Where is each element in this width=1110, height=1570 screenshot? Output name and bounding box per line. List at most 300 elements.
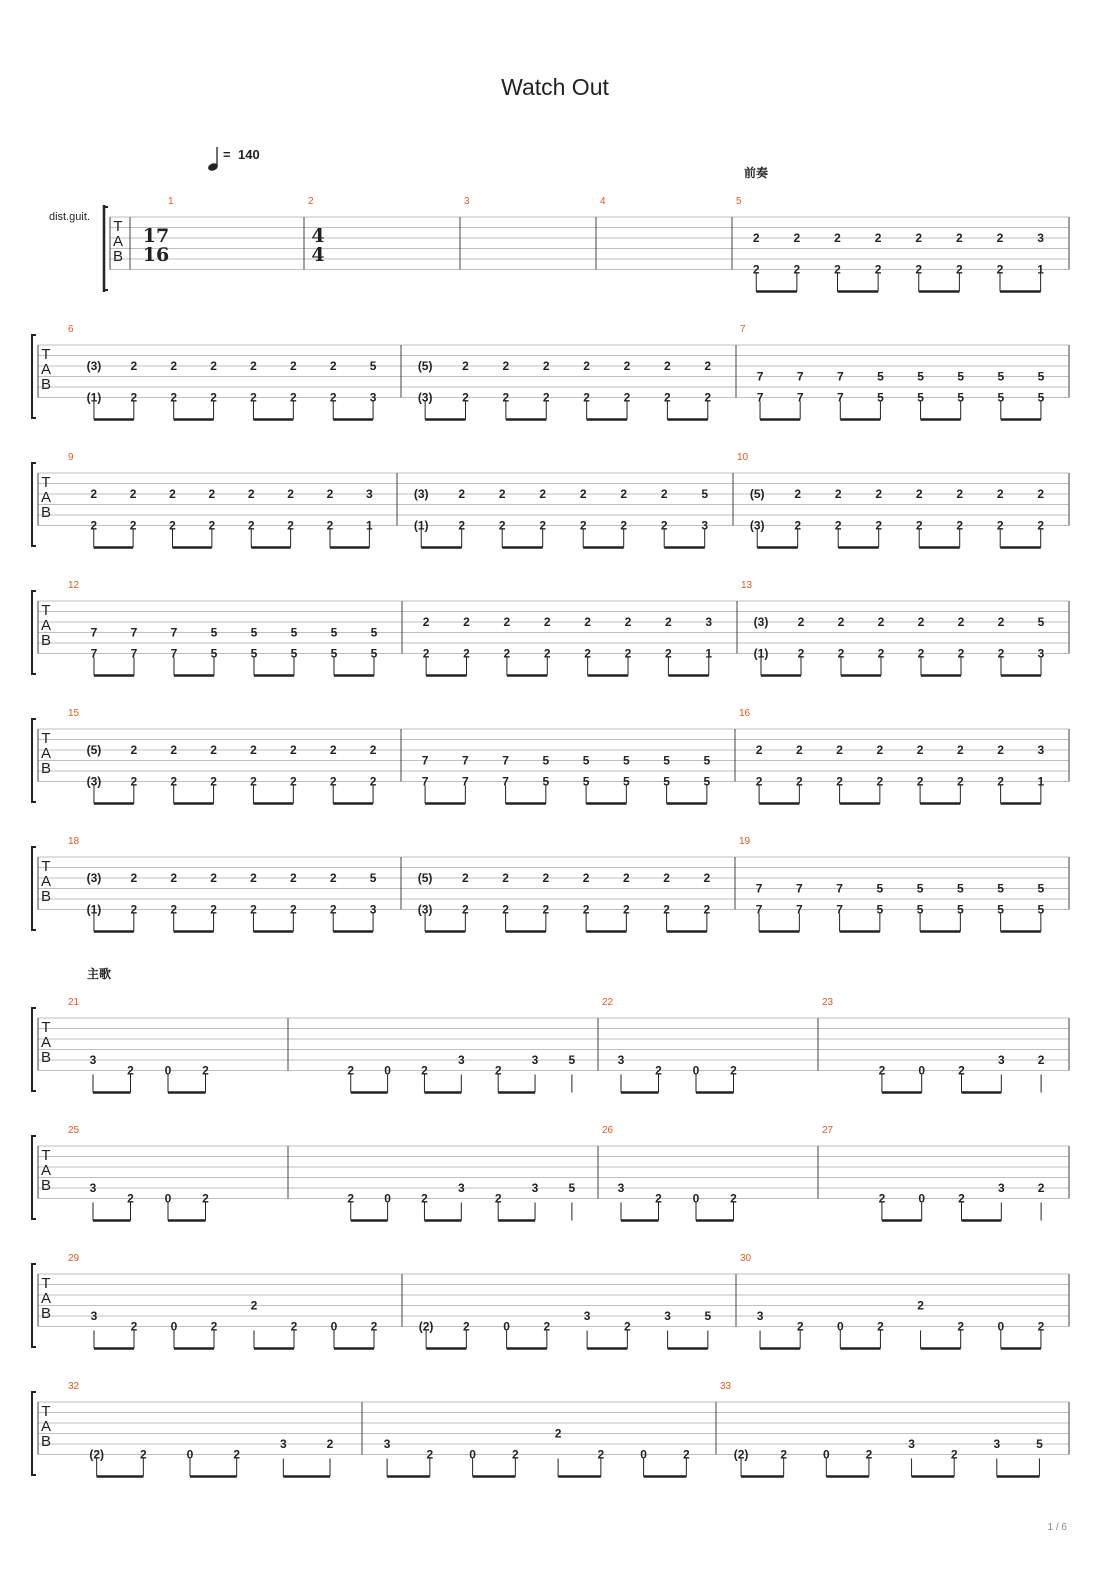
fret-number: 5 <box>1037 390 1045 405</box>
fret-number: 2 <box>915 487 923 501</box>
fret-number: 2 <box>1037 518 1045 533</box>
measure-number: 19 <box>739 836 751 847</box>
fret-number: 2 <box>250 774 257 789</box>
fret-number: (3) <box>417 902 433 917</box>
fret-number: 5 <box>1036 1437 1043 1451</box>
fret-number: 2 <box>582 871 590 885</box>
system-bracket <box>32 1392 36 1475</box>
fret-number: 2 <box>797 646 805 661</box>
fret-number: (2) <box>418 1319 434 1334</box>
fret-number: 7 <box>170 646 178 661</box>
fret-number: 2 <box>874 231 882 245</box>
fret-number: 5 <box>210 625 218 640</box>
fret-number: 2 <box>683 1447 690 1462</box>
fret-number: 2 <box>289 871 297 885</box>
fret-number: 5 <box>582 774 590 789</box>
system-bracket <box>32 335 36 418</box>
fret-number: 3 <box>531 1053 539 1067</box>
fret-number: 2 <box>794 487 802 501</box>
fret-number: 5 <box>330 646 338 661</box>
system-bracket <box>32 847 36 930</box>
fret-number: 2 <box>956 231 963 245</box>
fret-number: 3 <box>1037 646 1045 661</box>
fret-number: 2 <box>834 262 841 277</box>
fret-number: 2 <box>655 1063 662 1078</box>
fret-number: 2 <box>247 518 255 533</box>
fret-number: 2 <box>250 1298 258 1313</box>
fret-number: 7 <box>90 646 98 661</box>
fret-number: 5 <box>250 625 258 640</box>
fret-number: 0 <box>384 1063 391 1078</box>
fret-number: 2 <box>502 902 509 917</box>
fret-number: 2 <box>130 902 138 917</box>
fret-number: 2 <box>208 518 216 533</box>
fret-number: 5 <box>663 774 670 789</box>
fret-number: 2 <box>130 359 138 373</box>
fret-number: 2 <box>876 774 884 789</box>
fret-number: 5 <box>1037 615 1045 629</box>
fret-number: 2 <box>169 487 176 501</box>
staff-system <box>32 580 1069 676</box>
fret-number: 2 <box>958 1063 965 1078</box>
fret-number: 3 <box>89 1053 97 1067</box>
fret-number: 2 <box>664 359 671 373</box>
fret-number: 7 <box>796 902 803 917</box>
fret-number: 3 <box>993 1437 1001 1451</box>
fret-number: (2) <box>733 1447 749 1462</box>
fret-number: 7 <box>130 646 138 661</box>
tab-clef-letter: T <box>41 1019 51 1036</box>
fret-number: 5 <box>997 369 1005 384</box>
measure-number: 30 <box>740 1253 752 1264</box>
fret-number: 2 <box>796 1319 804 1334</box>
measure-number: 18 <box>68 836 80 847</box>
fret-number: (5) <box>417 359 433 373</box>
fret-number: 5 <box>704 1309 712 1323</box>
fret-number: 2 <box>326 1437 334 1451</box>
fret-number: 2 <box>170 390 178 405</box>
fret-number: 0 <box>836 1319 844 1334</box>
fret-number: 0 <box>997 1319 1005 1334</box>
fret-number: 2 <box>233 1447 241 1462</box>
fret-number: 0 <box>692 1063 700 1078</box>
fret-number: 2 <box>502 871 509 885</box>
tab-clef-letter: A <box>40 361 52 378</box>
fret-number: 5 <box>997 881 1004 896</box>
fret-number: 7 <box>502 753 509 768</box>
fret-number: 0 <box>503 1319 510 1334</box>
tab-clef-letter: T <box>41 730 51 747</box>
fret-number: 0 <box>918 1191 926 1206</box>
fret-number: 2 <box>210 1319 218 1334</box>
fret-number: 2 <box>579 487 587 501</box>
fret-number: 2 <box>463 1319 470 1334</box>
fret-number: 2 <box>597 1447 605 1462</box>
fret-number: 2 <box>996 487 1004 501</box>
fret-number: 7 <box>796 369 804 384</box>
fret-number: (5) <box>417 871 433 885</box>
fret-number: 2 <box>730 1191 737 1206</box>
fret-number: 1 <box>1037 262 1044 277</box>
fret-number: 2 <box>543 1319 551 1334</box>
fret-number: 2 <box>463 615 470 629</box>
fret-number: 7 <box>462 753 469 768</box>
fret-number: 5 <box>877 390 884 405</box>
tab-clef-letter: B <box>112 248 124 265</box>
fret-number: 2 <box>130 871 138 885</box>
fret-number: 7 <box>836 369 844 384</box>
fret-number: 5 <box>957 390 965 405</box>
fret-number: 2 <box>502 390 510 405</box>
fret-number: 3 <box>369 902 377 917</box>
fret-number: 2 <box>502 359 510 373</box>
fret-number: 3 <box>1037 743 1045 757</box>
fret-number: 5 <box>623 753 630 768</box>
fret-number: 2 <box>793 231 801 245</box>
fret-number: 2 <box>202 1191 209 1206</box>
fret-number: 2 <box>837 615 845 629</box>
fret-number: 2 <box>665 615 672 629</box>
fret-number: 3 <box>997 1181 1005 1195</box>
fret-number: 2 <box>623 902 630 917</box>
fret-number: 1 <box>705 646 713 661</box>
fret-number: (1) <box>86 390 102 405</box>
fret-number: 2 <box>543 615 551 629</box>
measure-number: 21 <box>68 997 80 1008</box>
fret-number: 2 <box>462 871 469 885</box>
tab-clef-letter: A <box>112 233 124 250</box>
tab-clef-letter: T <box>41 346 51 363</box>
fret-number: 2 <box>660 518 668 533</box>
fret-number: 2 <box>289 743 297 757</box>
fret-number: 5 <box>290 646 298 661</box>
time-signature-top: 4 <box>311 225 325 247</box>
fret-number: 5 <box>957 881 964 896</box>
fret-number: 2 <box>329 743 337 757</box>
fret-number: 2 <box>1037 1053 1045 1067</box>
fret-number: 2 <box>247 487 255 501</box>
tab-clef-letter: A <box>40 1290 52 1307</box>
fret-number: 5 <box>1037 369 1045 384</box>
fret-number: 5 <box>369 359 377 373</box>
fret-number: 3 <box>531 1181 539 1195</box>
fret-number: 2 <box>780 1447 788 1462</box>
system-bracket <box>32 1264 36 1347</box>
fret-number: 2 <box>623 871 630 885</box>
fret-number: 2 <box>875 487 883 501</box>
fret-number: 2 <box>426 1447 434 1462</box>
fret-number: 2 <box>170 743 178 757</box>
fret-number: 2 <box>916 774 924 789</box>
fret-number: 3 <box>457 1181 465 1195</box>
fret-number: 2 <box>877 615 885 629</box>
tab-clef-letter: T <box>41 474 51 491</box>
fret-number: 2 <box>287 518 294 533</box>
system-bracket <box>32 591 36 674</box>
measure-number: 9 <box>68 452 74 463</box>
measure-number: 16 <box>739 708 751 719</box>
fret-number: 5 <box>582 753 590 768</box>
tab-clef-letter: A <box>40 873 52 890</box>
fret-number: 7 <box>421 753 429 768</box>
staff-system <box>32 708 1069 804</box>
fret-number: 3 <box>756 1309 764 1323</box>
tab-clef-letter: T <box>41 1147 51 1164</box>
fret-number: 7 <box>756 390 764 405</box>
fret-number: 1 <box>1037 774 1045 789</box>
fret-number: 2 <box>956 262 963 277</box>
tempo-value: 140 <box>238 147 260 162</box>
fret-number: 7 <box>755 881 763 896</box>
tab-clef-letter: B <box>40 1305 52 1322</box>
measure-number: 7 <box>740 324 746 335</box>
fret-number: 2 <box>503 615 511 629</box>
fret-number: 2 <box>958 1191 965 1206</box>
fret-number: 2 <box>554 1426 562 1441</box>
fret-number: 5 <box>877 369 884 384</box>
fret-number: 2 <box>579 518 587 533</box>
fret-number: 3 <box>583 1309 591 1323</box>
fret-number: (3) <box>417 390 433 405</box>
tab-clef-letter: B <box>40 1433 52 1450</box>
tab-clef-letter: B <box>40 632 52 649</box>
fret-number: 7 <box>836 902 843 917</box>
fret-number: 2 <box>539 518 547 533</box>
fret-number: 2 <box>703 902 711 917</box>
fret-number: 5 <box>876 881 884 896</box>
fret-number: 2 <box>329 390 337 405</box>
fret-number: 2 <box>834 487 842 501</box>
fret-number: 2 <box>422 646 430 661</box>
tab-clef-letter: T <box>113 218 123 235</box>
fret-number: 5 <box>957 369 965 384</box>
fret-number: 2 <box>916 743 924 757</box>
fret-number: 7 <box>502 774 509 789</box>
fret-number: 2 <box>583 359 590 373</box>
fret-number: 2 <box>583 390 590 405</box>
section-label-verse: 主歌 <box>87 967 112 981</box>
instrument-label: dist.guit. <box>49 211 90 223</box>
fret-number: 2 <box>837 646 845 661</box>
fret-number: 2 <box>542 902 550 917</box>
fret-number: 2 <box>250 902 257 917</box>
tab-clef-letter: A <box>40 1034 52 1051</box>
fret-number: 7 <box>836 390 844 405</box>
fret-number: 2 <box>834 518 842 533</box>
fret-number: 2 <box>703 871 711 885</box>
fret-number: 2 <box>664 390 671 405</box>
fret-number: 3 <box>90 1309 98 1323</box>
fret-number: 2 <box>996 231 1004 245</box>
fret-number: 5 <box>290 625 298 640</box>
fret-number: 2 <box>624 615 632 629</box>
system-bracket <box>32 1008 36 1091</box>
fret-number: 2 <box>874 262 882 277</box>
fret-number: 7 <box>130 625 138 640</box>
fret-number: 0 <box>170 1319 178 1334</box>
fret-number: 5 <box>370 646 378 661</box>
fret-number: 2 <box>458 487 466 501</box>
fret-number: 2 <box>957 615 965 629</box>
fret-number: 2 <box>129 518 137 533</box>
fret-number: 3 <box>369 390 377 405</box>
fret-number: 2 <box>329 902 337 917</box>
fret-number: 2 <box>326 518 334 533</box>
measure-number: 2 <box>308 196 314 207</box>
tab-clef-letter: A <box>40 1418 52 1435</box>
tempo-marking <box>207 147 260 172</box>
fret-number: 3 <box>664 1309 671 1323</box>
tab-clef-letter: T <box>41 602 51 619</box>
fret-number: 2 <box>326 487 334 501</box>
fret-number: (1) <box>413 518 429 533</box>
fret-number: 0 <box>186 1447 194 1462</box>
fret-number: 2 <box>422 615 430 629</box>
fret-number: 2 <box>793 262 801 277</box>
fret-number: 2 <box>623 390 631 405</box>
fret-number: 0 <box>822 1447 830 1462</box>
time-signature-bottom: 4 <box>311 244 325 266</box>
staff-system <box>32 324 1069 420</box>
fret-number: 2 <box>755 743 763 757</box>
fret-number: 2 <box>129 487 137 501</box>
fret-number: 2 <box>542 390 550 405</box>
fret-number: 5 <box>997 902 1004 917</box>
fret-number: 2 <box>290 1319 298 1334</box>
fret-number: 2 <box>997 774 1004 789</box>
fret-number: 3 <box>705 615 713 629</box>
tab-clef-letter: A <box>40 1162 52 1179</box>
measure-number: 25 <box>68 1125 80 1136</box>
fret-number: 5 <box>703 774 711 789</box>
fret-number: 2 <box>752 231 760 245</box>
staff-system <box>32 1381 1069 1477</box>
fret-number: (3) <box>86 871 102 885</box>
fret-number: 2 <box>210 871 217 885</box>
fret-number: 2 <box>865 1447 873 1462</box>
fret-number: 2 <box>462 359 469 373</box>
fret-number: (5) <box>749 487 765 501</box>
fret-number: 7 <box>836 881 843 896</box>
fret-number: 2 <box>170 774 178 789</box>
staff-system <box>32 836 1069 932</box>
fret-number: 2 <box>624 1319 631 1334</box>
system-bracket <box>32 463 36 546</box>
score-title: Watch Out <box>501 74 609 100</box>
fret-number: 2 <box>287 487 294 501</box>
fret-number: 2 <box>462 902 469 917</box>
fret-number: 2 <box>836 743 843 757</box>
fret-number: 2 <box>90 487 98 501</box>
measure-number: 29 <box>68 1253 80 1264</box>
tab-clef-letter: A <box>40 617 52 634</box>
fret-number: 2 <box>289 359 297 373</box>
fret-number: 7 <box>462 774 469 789</box>
fret-number: 2 <box>915 231 923 245</box>
fret-number: 2 <box>997 615 1005 629</box>
fret-number: 2 <box>498 518 506 533</box>
fret-number: 2 <box>210 390 217 405</box>
fret-number: 2 <box>996 518 1004 533</box>
fret-number: 2 <box>127 1063 134 1078</box>
fret-number: 2 <box>494 1191 502 1206</box>
fret-number: 2 <box>704 359 712 373</box>
fret-number: 3 <box>366 487 373 501</box>
fret-number: (5) <box>86 743 102 757</box>
fret-number: (3) <box>749 518 765 533</box>
fret-number: 2 <box>875 518 883 533</box>
fret-number: 2 <box>289 774 297 789</box>
tab-clef-letter: B <box>40 1177 52 1194</box>
fret-number: 2 <box>917 646 925 661</box>
fret-number: 5 <box>568 1181 576 1195</box>
fret-number: (1) <box>86 902 102 917</box>
fret-number: (3) <box>753 615 769 629</box>
fret-number: 2 <box>210 774 217 789</box>
fret-number: 7 <box>796 390 804 405</box>
fret-number: 2 <box>1037 1181 1045 1195</box>
fret-number: 5 <box>916 902 924 917</box>
measure-number: 1 <box>168 196 174 207</box>
fret-number: 2 <box>130 743 138 757</box>
fret-number: 5 <box>542 753 550 768</box>
fret-number: 2 <box>957 774 964 789</box>
fret-number: 2 <box>169 518 176 533</box>
fret-number: (2) <box>89 1447 105 1462</box>
fret-number: 5 <box>701 487 709 501</box>
fret-number: 2 <box>329 774 337 789</box>
fret-number: 2 <box>915 518 923 533</box>
fret-number: 5 <box>917 369 924 384</box>
fret-number: 7 <box>421 774 429 789</box>
fret-number: 0 <box>469 1447 476 1462</box>
measure-number: 32 <box>68 1381 80 1392</box>
fret-number: 2 <box>369 774 377 789</box>
fret-number: 2 <box>660 487 668 501</box>
fret-number: 2 <box>542 871 550 885</box>
fret-number: 2 <box>458 518 466 533</box>
time-signature-bottom: 16 <box>142 244 170 266</box>
fret-number: 2 <box>210 743 217 757</box>
fret-number: 2 <box>997 743 1004 757</box>
fret-number: 2 <box>755 774 763 789</box>
fret-number: 2 <box>836 774 843 789</box>
fret-number: (3) <box>86 774 102 789</box>
measure-number: 4 <box>600 196 606 207</box>
fret-number: 0 <box>692 1191 700 1206</box>
staff-system <box>32 452 1069 548</box>
tab-clef-letter: T <box>41 1403 51 1420</box>
tab-clef-letter: B <box>40 504 52 521</box>
fret-number: 2 <box>130 1319 138 1334</box>
fret-number: 2 <box>170 359 178 373</box>
fret-number: 2 <box>950 1447 958 1462</box>
fret-number: 5 <box>210 646 218 661</box>
fret-number: 2 <box>512 1447 519 1462</box>
fret-number: 2 <box>494 1063 502 1078</box>
fret-number: 2 <box>997 646 1005 661</box>
fret-number: 2 <box>463 646 470 661</box>
fret-number: 2 <box>623 359 631 373</box>
measure-number: 10 <box>737 452 749 463</box>
fret-number: 2 <box>208 487 216 501</box>
fret-number: 2 <box>90 518 98 533</box>
fret-number: 2 <box>877 1319 884 1334</box>
fret-number: 2 <box>369 743 377 757</box>
fret-number: 2 <box>834 231 841 245</box>
fret-number: 2 <box>370 1319 378 1334</box>
fret-number: 2 <box>796 743 803 757</box>
